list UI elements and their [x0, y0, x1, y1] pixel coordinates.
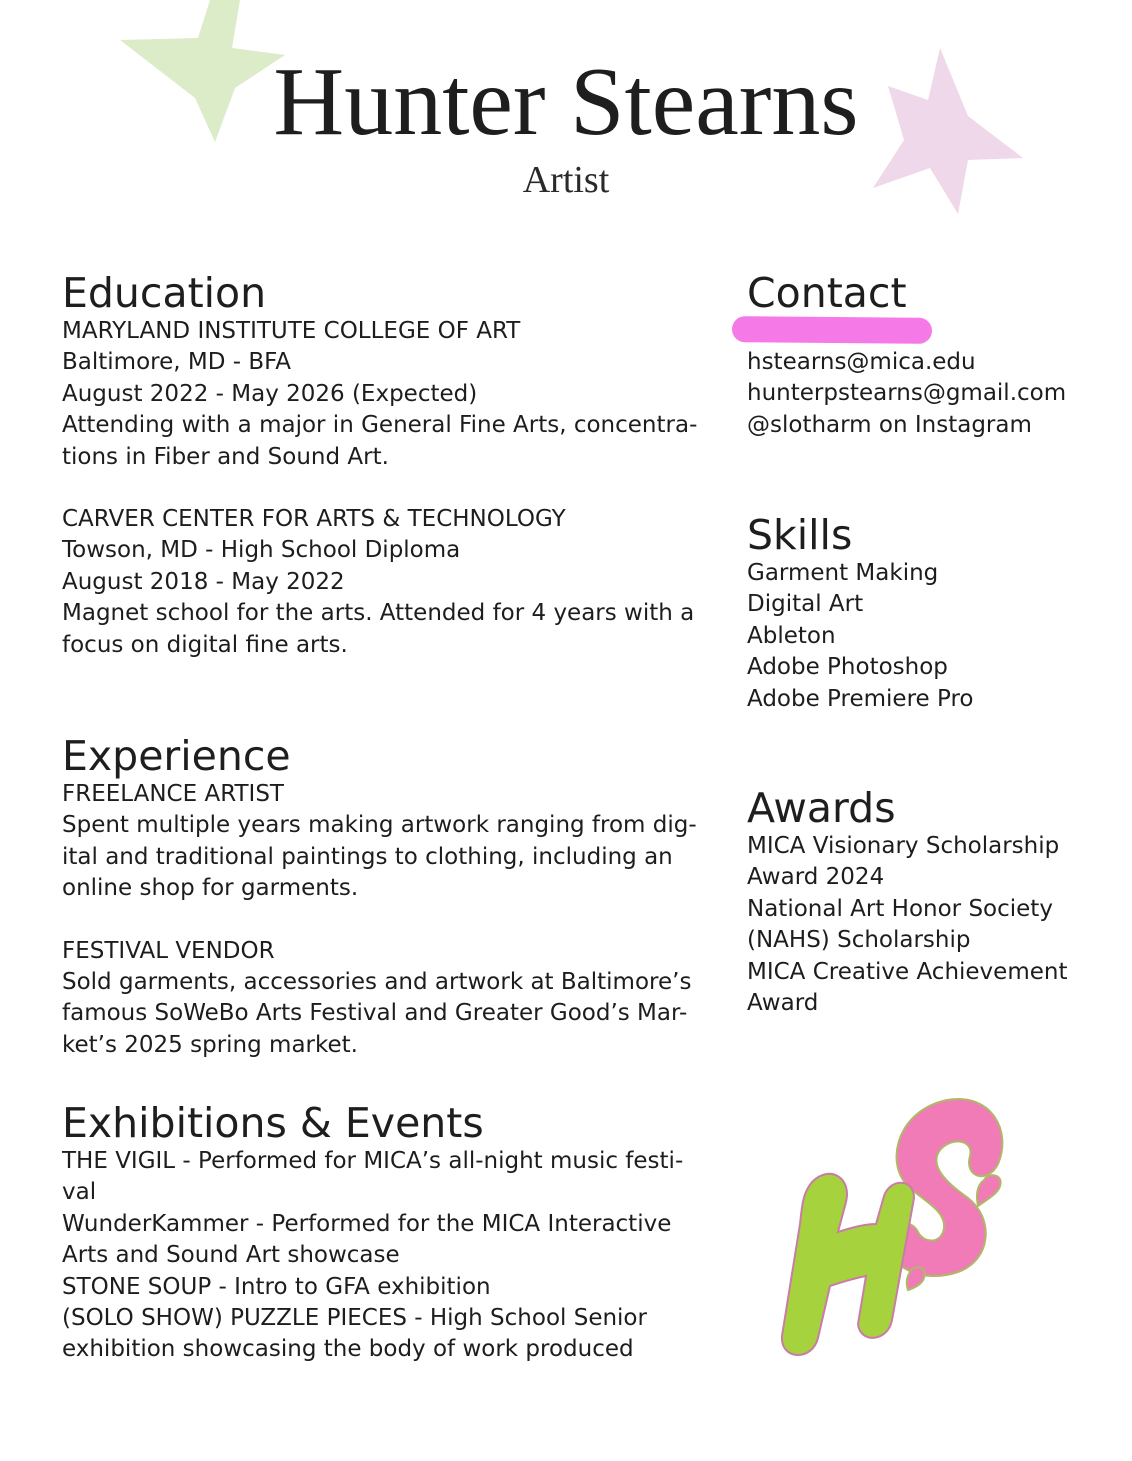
skill-item: Digital Art [747, 591, 864, 618]
award-line: MICA Visionary Scholarship [747, 833, 1060, 859]
skill-item: Adobe Photoshop [747, 654, 948, 681]
education-location: Baltimore, MD - BFA [62, 349, 291, 376]
exhibition-line: val [62, 1179, 97, 1206]
exhibition-line: WunderKammer - Performed for the MICA Interactive [62, 1210, 672, 1237]
contact-email-school: hstearns@mica.edu [747, 349, 976, 375]
experience-heading: Experience [62, 732, 291, 780]
exhibitions-list [62, 1146, 712, 1366]
award-line: (NAHS) Scholarship [747, 927, 971, 954]
experience-role: FESTIVAL VENDOR [62, 937, 275, 964]
education-location: Towson, MD - High School Diploma [62, 537, 461, 564]
exhibitions-section [62, 1100, 712, 1366]
education-desc-line: tions in Fiber and Sound Art. [62, 443, 389, 470]
education-entries [62, 316, 712, 661]
education-desc-line: Magnet school for the arts. Attended for 4 years with a [62, 600, 695, 627]
experience-desc-line: online shop for garments. [62, 875, 359, 902]
contact-instagram: @slotharm on Instagram [747, 411, 1032, 438]
exhibition-line: Arts and Sound Art showcase [62, 1242, 400, 1269]
exhibition-line: (SOLO SHOW) PUZZLE PIECES - High School Senior [62, 1305, 647, 1332]
experience-desc-line: ket’s 2025 spring market. [62, 1031, 358, 1058]
skills-list [747, 558, 1117, 715]
logo-pink-heart-shape [977, 1175, 1001, 1206]
contact-heading: Contact [747, 269, 907, 317]
education-dates: August 2018 - May 2022 [62, 568, 345, 595]
awards-list [747, 831, 1117, 1019]
exhibitions-heading: Exhibitions & Events [62, 1099, 484, 1147]
education-section [62, 270, 712, 661]
skills-heading: Skills [747, 511, 853, 559]
resume-name: Hunter Stearns [273, 48, 859, 156]
skill-item: Ableton [747, 622, 836, 649]
contact-email-personal: hunterpstearns@gmail.com [747, 380, 1067, 407]
contact-list [747, 347, 1117, 441]
experience-entries [62, 779, 712, 1061]
education-desc-line: Attending with a major in General Fine Arts, concentra- [62, 412, 698, 439]
skills-section [747, 512, 1117, 715]
experience-desc-line: Spent multiple years making artwork ranging from dig- [62, 812, 697, 839]
exhibition-line: STONE SOUP - Intro to GFA exhibition [62, 1273, 491, 1300]
skill-item: Garment Making [747, 560, 939, 586]
experience-section [62, 733, 712, 1061]
exhibition-line: exhibition showcasing the body of work produced [62, 1336, 634, 1363]
experience-desc-line: famous SoWeBo Arts Festival and Greater Good’s Mar- [62, 1000, 688, 1027]
experience-desc-line: ital and traditional paintings to clothing, including an [62, 843, 673, 870]
resume-role: Artist [522, 159, 610, 201]
experience-role: FREELANCE ARTIST [62, 781, 284, 807]
education-school: MARYLAND INSTITUTE COLLEGE OF ART [62, 318, 521, 344]
award-line: National Art Honor Society [747, 895, 1053, 922]
award-line: MICA Creative Achievement [747, 958, 1068, 985]
education-school: CARVER CENTER FOR ARTS & TECHNOLOGY [62, 506, 566, 533]
contact-section [747, 270, 1117, 441]
education-heading: Education [62, 269, 267, 317]
logo-green-h-shape [782, 1174, 914, 1355]
awards-heading: Awards [747, 784, 896, 832]
education-dates: August 2022 - May 2026 (Expected) [62, 380, 478, 407]
hs-monogram-logo-icon [772, 1092, 1022, 1362]
exhibition-line: THE VIGIL - Performed for MICA’s all-night music festi- [62, 1148, 684, 1174]
award-line: Award [747, 990, 819, 1017]
awards-section [747, 785, 1117, 1019]
experience-desc-line: Sold garments, accessories and artwork at Baltimore’s [62, 969, 692, 996]
skill-item: Adobe Premiere Pro [747, 685, 974, 712]
education-desc-line: focus on digital fine arts. [62, 631, 348, 658]
award-line: Award 2024 [747, 864, 885, 891]
